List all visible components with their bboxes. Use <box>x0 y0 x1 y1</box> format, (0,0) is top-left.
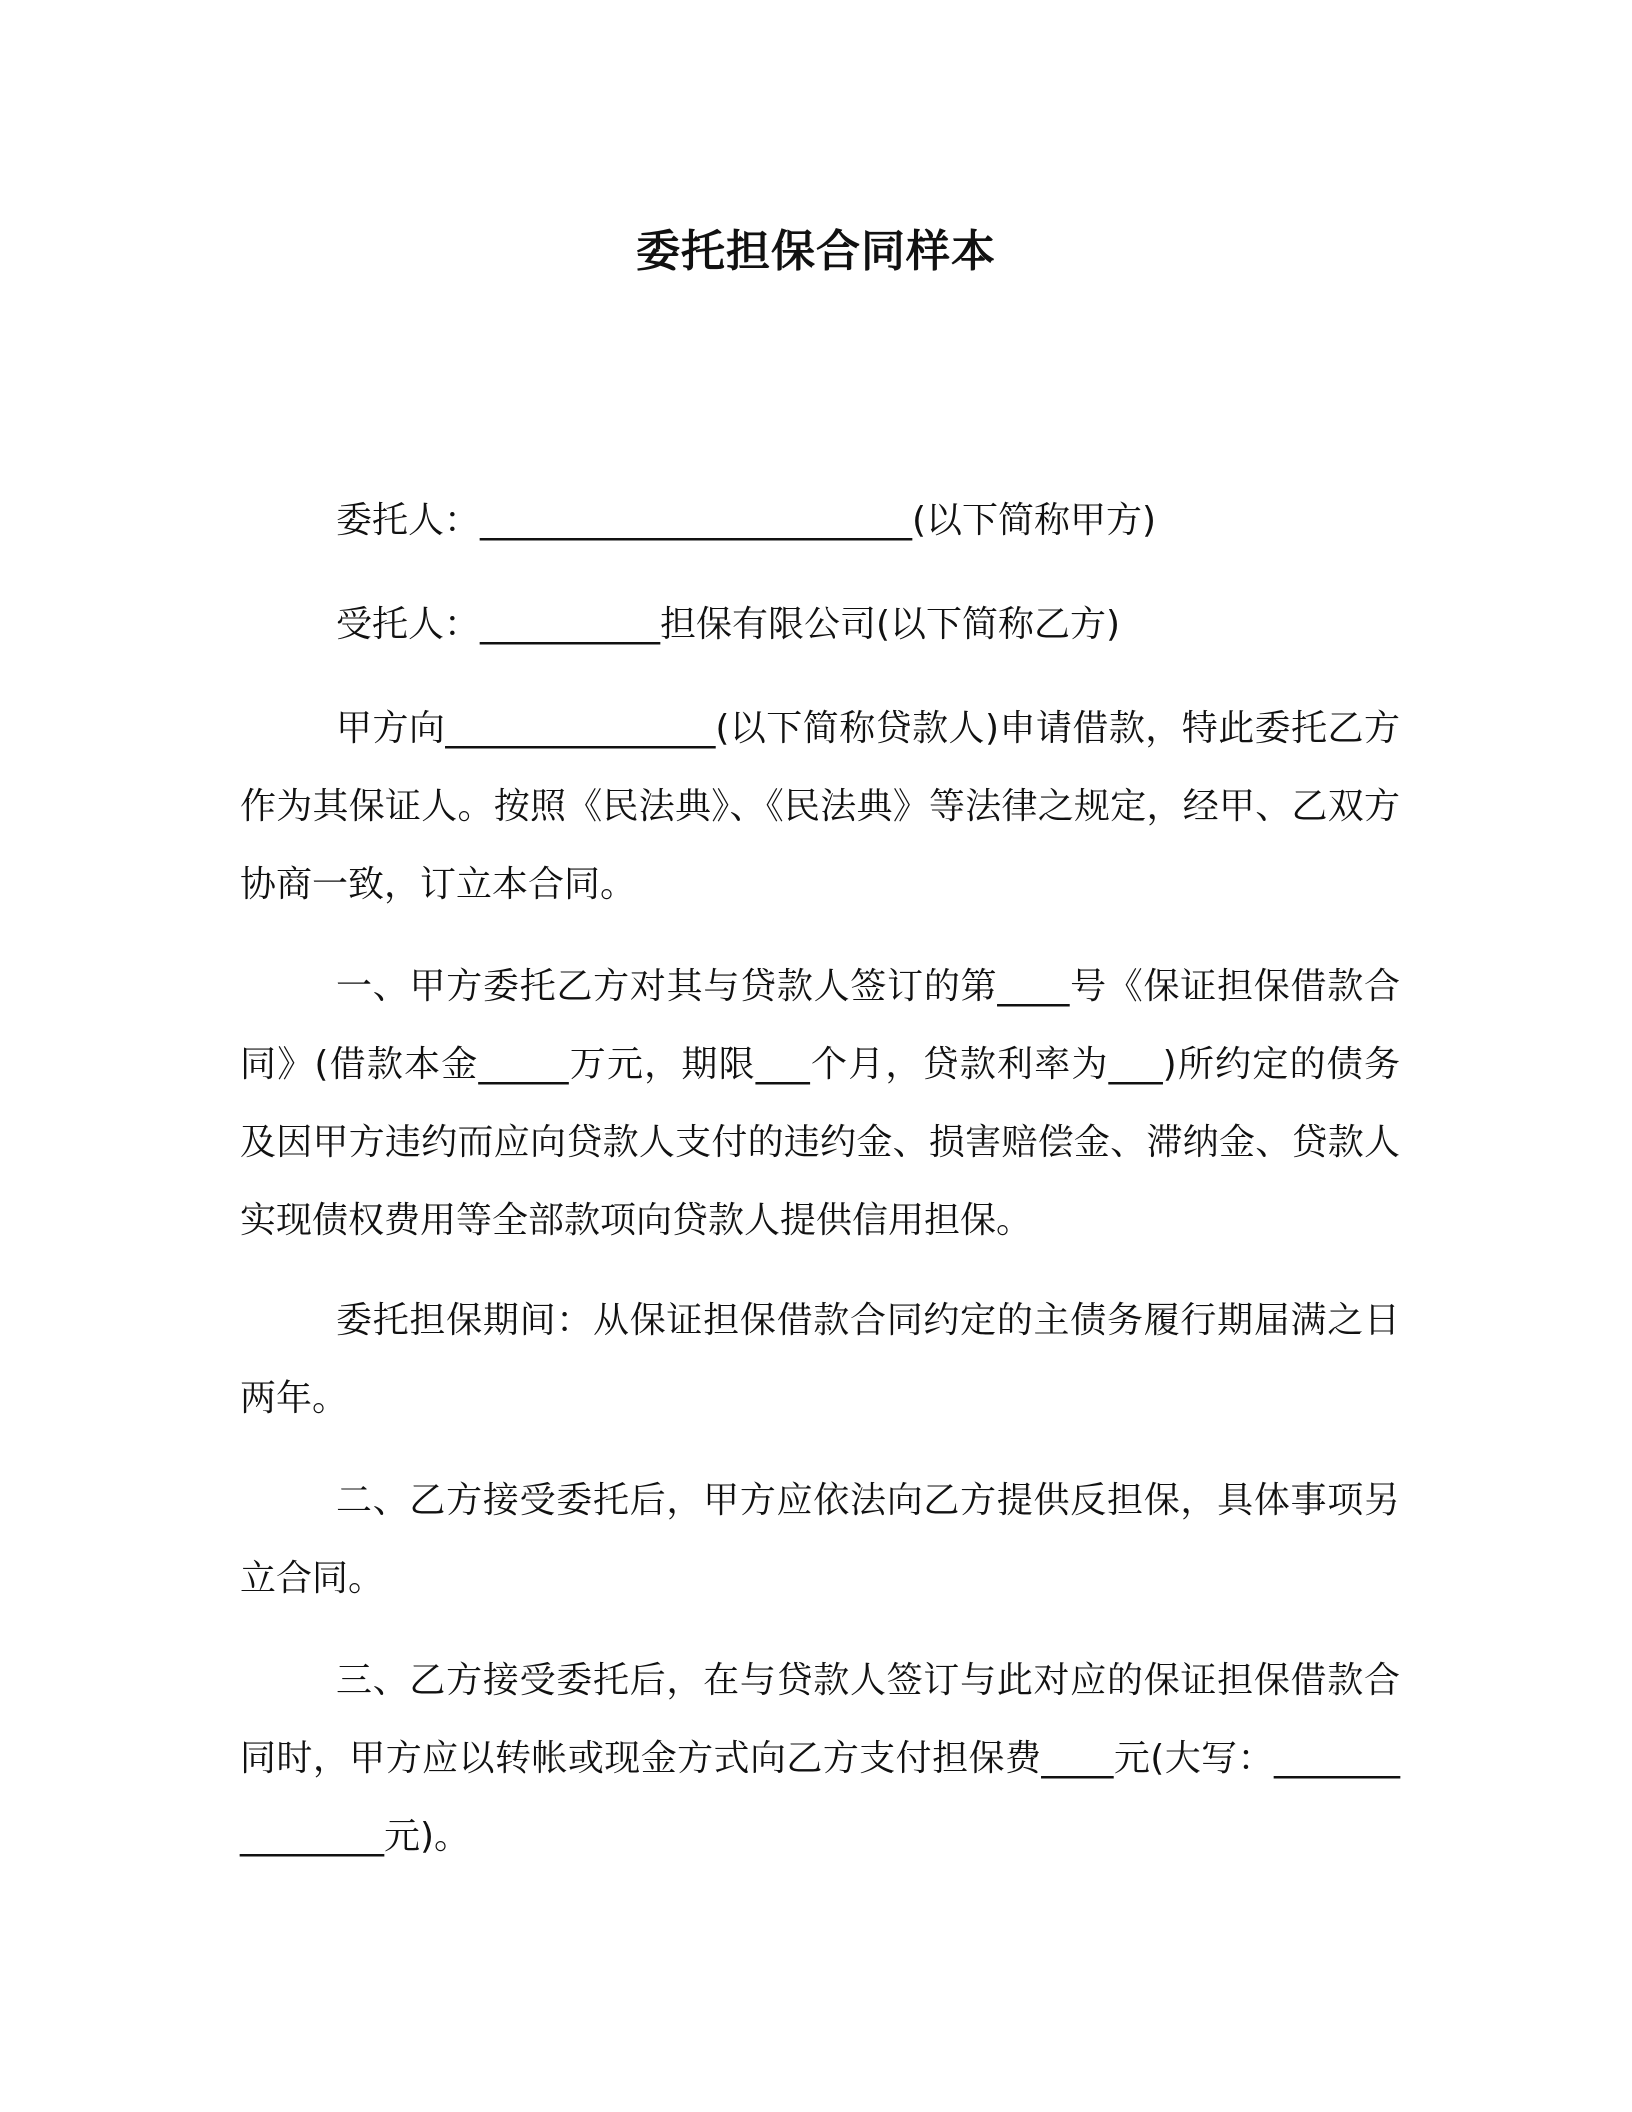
intro-paragraph: 甲方向_______________(以下简称贷款人)申请借款，特此委托乙方作为其保证人。按照《民法典》、《民法典》等法律之规定，经甲、乙双方协商一致，订立本合同。 <box>240 708 1400 905</box>
guarantee-period-paragraph: 委托担保期间：从保证担保借款合同约定的主债务履行期届满之日两年。 <box>240 1300 1400 1419</box>
principal-line: 委托人：________________________(以下简称甲方) <box>336 500 1157 541</box>
clause-3-paragraph: 三、乙方接受委托后，在与贷款人签订与此对应的保证担保借款合同时，甲方应以转帐或现金方式向乙方支付担保费____元(大写：_______________元)。 <box>240 1660 1400 1857</box>
document-title: 委托担保合同样本 <box>636 226 996 277</box>
trustee-line: 受托人：__________担保有限公司(以下简称乙方) <box>336 604 1121 645</box>
clause-1-paragraph: 一、甲方委托乙方对其与贷款人签订的第____号《保证担保借款合同》(借款本金_____万元，期限___个月，贷款利率为___)所约定的债务及因甲方违约而应向贷款人支付的违约金、损害赔偿金、滞纳金、贷款人实现债权费用等全部款项向贷款人提供信用担保。 <box>240 966 1400 1241</box>
clause-2-paragraph: 二、乙方接受委托后，甲方应依法向乙方提供反担保，具体事项另立合同。 <box>240 1480 1400 1599</box>
